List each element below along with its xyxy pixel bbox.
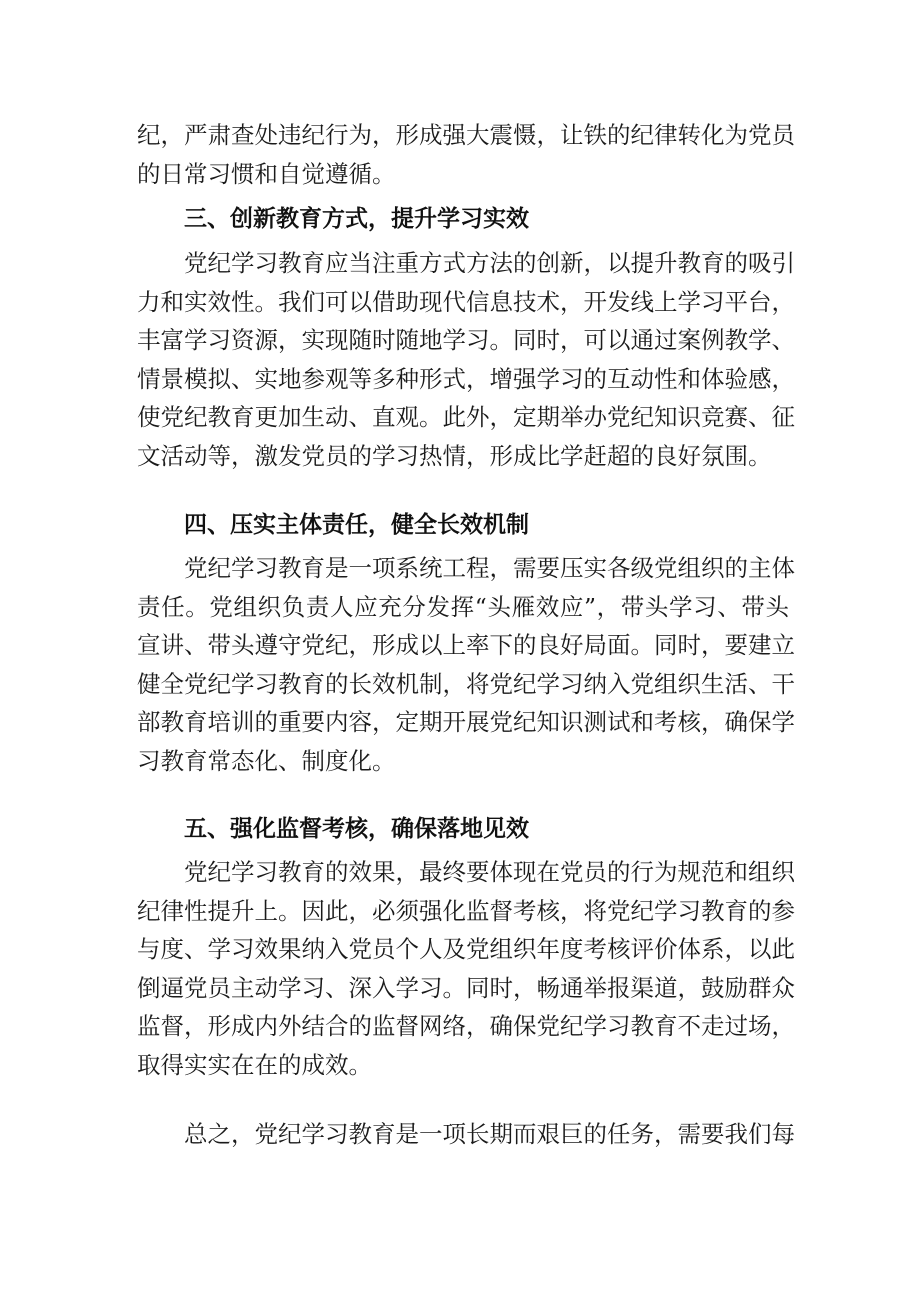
text-line: 总之，党纪学习教育是一项长期而艰巨的任务，需要我们每 bbox=[184, 1120, 795, 1148]
text-line: 纪，严肃查处违纪行为，形成强大震慑，让铁的纪律转化为党员 bbox=[137, 121, 795, 149]
text-line: 党纪学习教育的效果，最终要体现在党员的行为规范和组织 bbox=[184, 858, 795, 886]
text-line: 责任。党组织负责人应充分发挥“头雁效应”，带头学习、带头 bbox=[137, 592, 789, 621]
section-heading-3: 三、创新教育方式，提升学习实效 bbox=[184, 206, 529, 232]
section-4-paragraph bbox=[137, 549, 795, 780]
text-line: 部教育培训的重要内容，定期开展党纪知识测试和考核，确保学 bbox=[137, 708, 795, 736]
text-line: 党纪学习教育是一项系统工程，需要压实各级党组织的主体 bbox=[184, 554, 795, 582]
intro-paragraph bbox=[137, 116, 795, 193]
text-line: 丰富学习资源，实现随时随地学习。同时，可以通过案例教学、 bbox=[137, 326, 795, 354]
text-line: 与度、学习效果纳入党员个人及党组织年度考核评价体系，以此 bbox=[137, 935, 795, 963]
text-line: 的日常习惯和自觉遵循。 bbox=[137, 159, 396, 188]
section-heading-4: 四、压实主体责任，健全长效机制 bbox=[184, 512, 529, 538]
section-heading-5: 五、强化监督考核，确保落地见效 bbox=[184, 816, 529, 842]
conclusion-paragraph bbox=[137, 1115, 795, 1154]
text-line: 取得实实在在的成效。 bbox=[137, 1050, 372, 1079]
text-line: 力和实效性。我们可以借助现代信息技术，开发线上学习平台， bbox=[137, 287, 795, 316]
text-line: 倒逼党员主动学习、深入学习。同时，畅通举报渠道，鼓励群众 bbox=[137, 973, 795, 1002]
section-5-paragraph bbox=[137, 853, 795, 1084]
text-line: 宣讲、带头遵守党纪，形成以上率下的良好局面。同时，要建立 bbox=[137, 631, 795, 659]
text-line: 健全党纪学习教育的长效机制，将党纪学习纳入党组织生活、干 bbox=[137, 669, 795, 698]
text-line: 文活动等，激发党员的学习热情，形成比学赶超的良好氛围。 bbox=[137, 441, 772, 470]
text-line: 使党纪教育更加生动、直观。此外，定期举办党纪知识竞赛、征 bbox=[137, 403, 795, 431]
section-3-paragraph bbox=[137, 244, 795, 475]
text-line: 情景模拟、实地参观等多种形式，增强学习的互动性和体验感， bbox=[137, 364, 795, 393]
text-line: 党纪学习教育应当注重方式方法的创新，以提升教育的吸引 bbox=[184, 249, 795, 277]
text-line: 纪律性提升上。因此，必须强化监督考核，将党纪学习教育的参 bbox=[137, 896, 795, 925]
text-line: 监督，形成内外结合的监督网络，确保党纪学习教育不走过场， bbox=[137, 1012, 795, 1040]
text-line: 习教育常态化、制度化。 bbox=[137, 746, 396, 775]
